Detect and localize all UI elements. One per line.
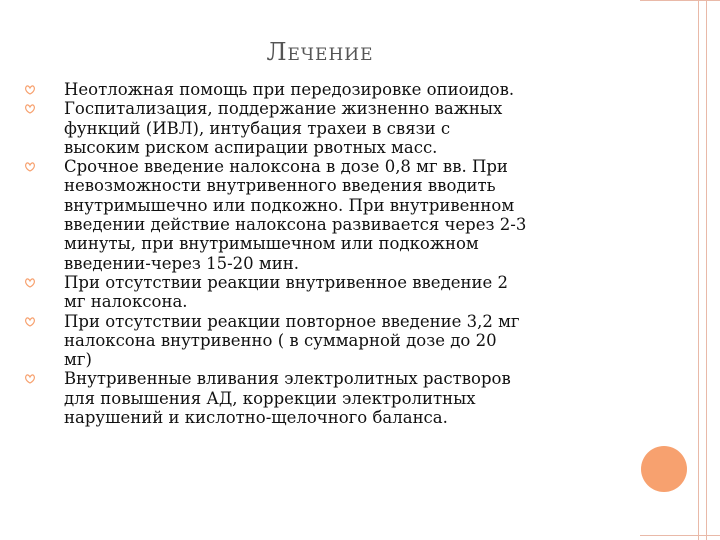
list-item-line: Неотложная помощь при передозировке опиоидов. <box>64 80 515 99</box>
title-first-letter: Л <box>266 38 288 66</box>
list-item-line: нарушений и кислотно-щелочного баланса. <box>64 408 448 428</box>
list-item-line: минуты, при внутримышечном или подкожном <box>64 234 479 254</box>
list-item-line: При отсутствии реакции повторное введение 3,2 мг <box>64 311 520 331</box>
frame-line <box>640 0 720 1</box>
list-item <box>14 99 614 157</box>
list-item <box>14 273 614 312</box>
ornate-bullet-icon <box>24 278 36 288</box>
page-title <box>0 38 640 66</box>
list-item-line: высоким риском аспирации рвотных масс. <box>64 137 438 157</box>
list-item-line: Госпитализация, поддержание жизненно важных <box>64 99 503 119</box>
decorative-circle <box>641 446 687 492</box>
list-item-line: введении-через 15-20 мин. <box>64 253 299 273</box>
list-item-line: Срочное введение налоксона в дозе 0,8 мг вв. При <box>64 157 508 177</box>
ornate-bullet-icon <box>24 374 36 384</box>
list-item <box>14 157 614 273</box>
list-item <box>14 369 614 427</box>
list-item-line: введении действие налоксона развивается через 2-3 <box>64 215 527 235</box>
list-item-line: При отсутствии реакции внутривенное введение 2 <box>64 272 509 292</box>
list-item-line: мг) <box>64 350 92 370</box>
list-item-line: налоксона внутривенно ( в суммарной дозе до 20 <box>64 330 497 350</box>
frame-line <box>706 0 707 540</box>
ornate-bullet-icon <box>24 162 36 172</box>
list-item-line: для повышения АД, коррекции электролитных <box>64 388 476 408</box>
title-rest: ЕЧЕНИЕ <box>287 45 374 65</box>
list-item-line: невозможности внутривенного введения вводить <box>64 176 496 196</box>
list-item <box>14 312 614 370</box>
list-item <box>14 80 614 99</box>
frame-line <box>698 0 699 540</box>
ornate-bullet-icon <box>24 104 36 114</box>
list-item-line: внутримышечно или подкожно. При внутривенном <box>64 195 515 215</box>
list-item-line: функций (ИВЛ), интубация трахеи в связи с <box>64 118 451 138</box>
list-item-line: Внутривенные вливания электролитных растворов <box>64 369 511 389</box>
ornate-bullet-icon <box>24 85 36 95</box>
bullet-list <box>14 80 614 427</box>
frame-line <box>640 535 720 536</box>
list-item-line: мг налоксона. <box>64 292 188 312</box>
ornate-bullet-icon <box>24 317 36 327</box>
